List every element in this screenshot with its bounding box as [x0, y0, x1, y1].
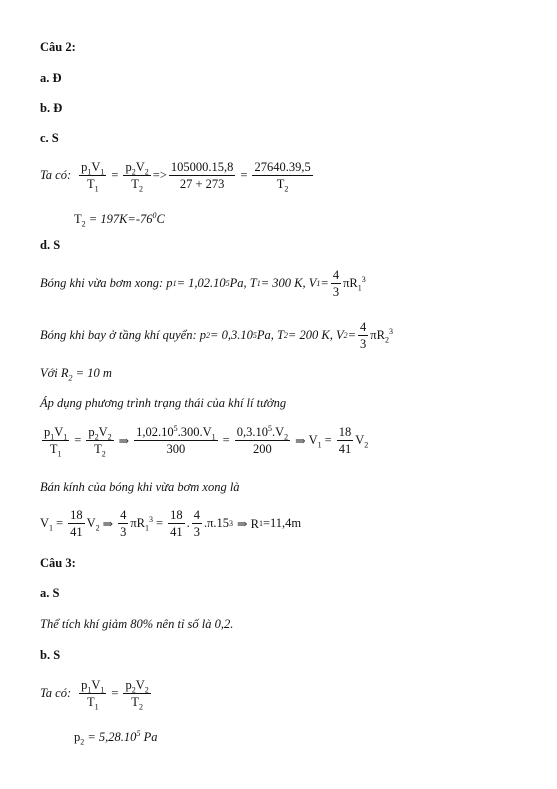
- q3-equation: Ta có: $\frac{p_1V_1}{T_1}$ = $\frac{p_2V_2}{T_2}$: [40, 678, 149, 712]
- q3-answer-b: b. S: [40, 648, 61, 662]
- q2-c-equation: Ta có: $\frac{p_1V_1}{T_1}$ = $\frac{p_2V_2}{T_2}$ => $\frac{105000.15,8}{27 + 273}$ = $\frac{27640.39,5}{T_2}$: [40, 160, 311, 194]
- q3-title: Câu 3:: [40, 556, 76, 570]
- q2-radius-equation: $V_1$ = $\frac{18}{41}$ $V_2$ ⇒ $\frac{4}{3}$ $\pi R_1^3$ = $\frac{18}{41}$ . $\frac{4}{3}$ .π.15 3 ⇒ R 1 =11,4m: [40, 508, 302, 539]
- q2-answer-c: c. S: [40, 131, 59, 145]
- q2-answer-b: b. Đ: [40, 101, 63, 115]
- q2-answer-d: d. S: [40, 238, 61, 252]
- q2-title: Câu 2:: [40, 40, 76, 54]
- q2-voi-r2: Với $R_2 = 10$ m: [40, 366, 112, 383]
- frac-4-3: $\frac{4}{3}$: [360, 320, 367, 351]
- q3-the-tich: Thể tích khí giảm 80% nên tỉ số là 0,2.: [40, 617, 234, 631]
- q2-d-line1: Bóng khi vừa bơm xong: p 1 = 1,02.10 5 Pa, T 1 = 300 K, V 1 = $\frac{4}{3}$ $\pi R_1^3$: [40, 268, 366, 299]
- q3-p2-result: $p_2 = 5,28.10^5$ Pa: [74, 728, 158, 747]
- q2-c-result: $T_2 = 197K=-76^0C$: [74, 210, 165, 229]
- q2-ap-dung: Áp dụng phương trình trạng thái của khí lí tưởng: [40, 396, 287, 410]
- q2-ban-kinh: Bán kính của bóng khi vừa bơm xong là: [40, 480, 240, 494]
- frac-values-2: $\frac{27640.39,5}{T_2}$: [254, 160, 311, 194]
- q2-d-line2: Bóng khi bay ở tầng khí quyển: p 2 = 0,3.10 5 Pa, T 2 = 200 K, V 2 = $\frac{4}{3}$ $\pi R_2^3$: [40, 320, 393, 351]
- frac-p1v1-t1: $\frac{p_1V_1}{T_1}$: [81, 160, 105, 194]
- frac-4-3: $\frac{4}{3}$: [332, 268, 340, 299]
- q3-answer-a: a. S: [40, 586, 60, 600]
- frac-p2v2-t2: $\frac{p_2V_2}{T_2}$: [125, 160, 149, 194]
- arrow: =>: [152, 168, 167, 182]
- ta-co-label: Ta có:: [40, 168, 72, 182]
- q2-answer-a: a. Đ: [40, 71, 62, 85]
- q2-state-equation: $\frac{p_1V_1}{T_1}$ = $\frac{p_2V_2}{T_2}$ ⇒ $\frac{1,02.10^5.300.V_1}{300}$ = $\frac{0,3.10^5.V_2}{200}$ ⇒ $V_1$ = $\frac{18}{41}$ $V_2$: [44, 423, 369, 459]
- frac-values-1: $\frac{105000.15,8}{27 + 273}$: [170, 160, 234, 191]
